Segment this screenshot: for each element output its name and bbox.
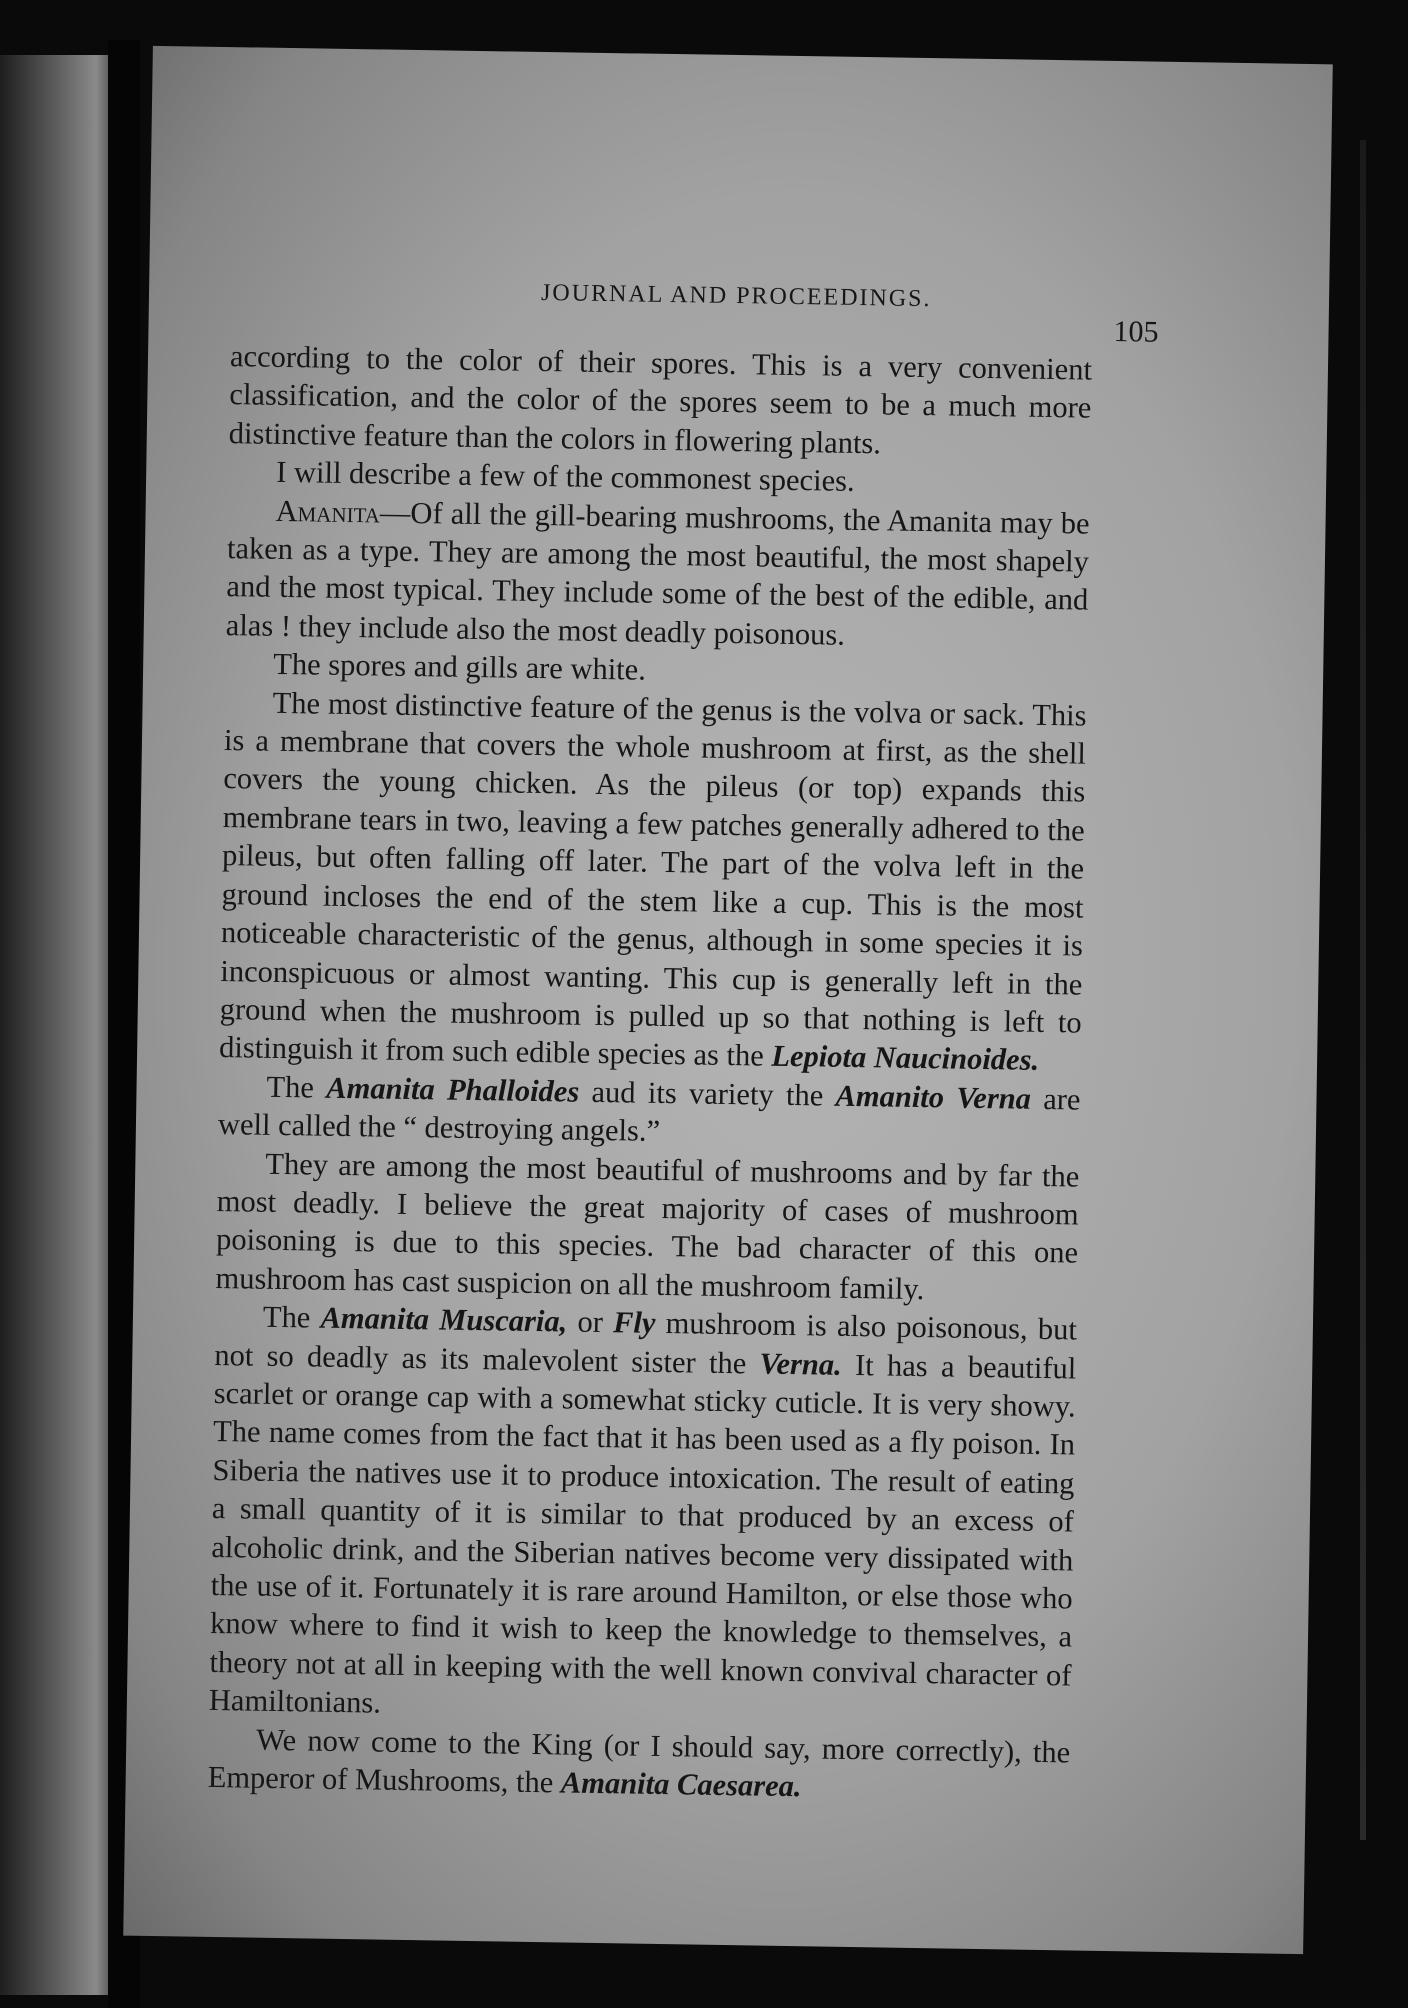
paragraph-text: The most distinctive feature of the genus is the volva or sack. This is a membrane that covers the whole mushroom at first, as the shell covers the young chicken. As the pileus (or top) expands this membrane tears in two, leaving a few patches generally adhered to the pileus, but often falling off later. The part of the volva left in the ground incloses the end of the stem like a cup. This is the most noticeable characteristic of the genus, although in some species it is inconspicuous or almost wanting. This cup is generally left in the ground when the mushroom is pulled up so that nothing is left to distinguish it from such edible species as the xyxy=(218,685,1087,1073)
paragraph-text: The xyxy=(262,1299,321,1335)
paragraph-text: are well called the “ destroying angels.” xyxy=(217,1081,1081,1149)
running-head: JOURNAL AND PROCEEDINGS. xyxy=(540,279,932,313)
paragraph-text: according to the color of their spores. This is a very convenient classification, and the color of the spores seem to be a much more distinctive feature than the colors in flowering plants. xyxy=(228,339,1093,461)
paragraph-text: It has a beautiful scarlet or orange cap with a somewhat sticky cuticle. It is very showy. The name comes from the fact that it has been used as a fly poison. In Siberia the natives use it to produce intoxication. The result of eating a small quantity of it is similar to that produced by an excess of alcoholic drink, and the Siberian natives become very dissipated with the use of it. Fortunately it is rare around Hamilton, or else those who know where to find it wish to keep the knowledge to themselves, a theory not at all in keeping with the well known convival character of Hamiltonians. xyxy=(208,1347,1077,1720)
paragraph-text: The xyxy=(266,1069,327,1105)
species-name: Amanita Caesarea. xyxy=(560,1765,802,1804)
species-name: Amanita Phalloides xyxy=(326,1070,580,1109)
paragraph-volva xyxy=(219,683,1087,1081)
body-text xyxy=(207,337,1092,1810)
paragraph-text: I will describe a few of the commonest species. xyxy=(275,455,855,499)
species-name: Amanita Muscaria, xyxy=(320,1300,568,1339)
species-name: Fly xyxy=(612,1305,656,1341)
paragraph-text: or xyxy=(566,1304,614,1340)
page-edge-shadow xyxy=(1360,140,1366,1840)
page-number: 105 xyxy=(1113,314,1159,349)
species-name: Verna. xyxy=(759,1346,843,1382)
paragraph-text: aud its variety the xyxy=(578,1074,836,1113)
book-page xyxy=(123,46,1333,1954)
paragraph-continued xyxy=(229,337,1093,466)
paragraph-text: We now come to the King (or I should say, more correctly), the Emperor of Mushrooms, the xyxy=(207,1722,1071,1800)
facing-page-edge xyxy=(0,55,120,1995)
paragraph xyxy=(215,1144,1079,1311)
species-name: Amanito Verna xyxy=(835,1078,1032,1116)
paragraph-text: —Of all the gill-bearing mushrooms, the Amanita may be taken as a type. They are among the most beautiful, the most shapely and the most typical. They include some of the best of the edible, and alas ! they include also the most deadly poisonous. xyxy=(225,495,1090,652)
paragraph-muscaria xyxy=(209,1297,1078,1733)
paragraph-amanita xyxy=(226,491,1090,658)
section-lead-amanita: Amanita xyxy=(275,493,381,530)
paragraph-phalloides xyxy=(218,1067,1081,1157)
paragraph-text: The spores and gills are white. xyxy=(272,647,647,687)
species-name: Lepiota Naucinoides. xyxy=(771,1039,1040,1078)
paragraph-text: mushroom is also poisonous, but not so deadly as its malevolent sister the xyxy=(214,1306,1078,1381)
paragraph-text: They are among the most beautiful of mushrooms and by far the most deadly. I believe the great majority of cases of mushroom poisoning is due to this species. The bad character of this one mushroom has cast suspicion on all the mushroom family. xyxy=(215,1146,1080,1306)
paragraph-caesarea xyxy=(207,1720,1070,1810)
